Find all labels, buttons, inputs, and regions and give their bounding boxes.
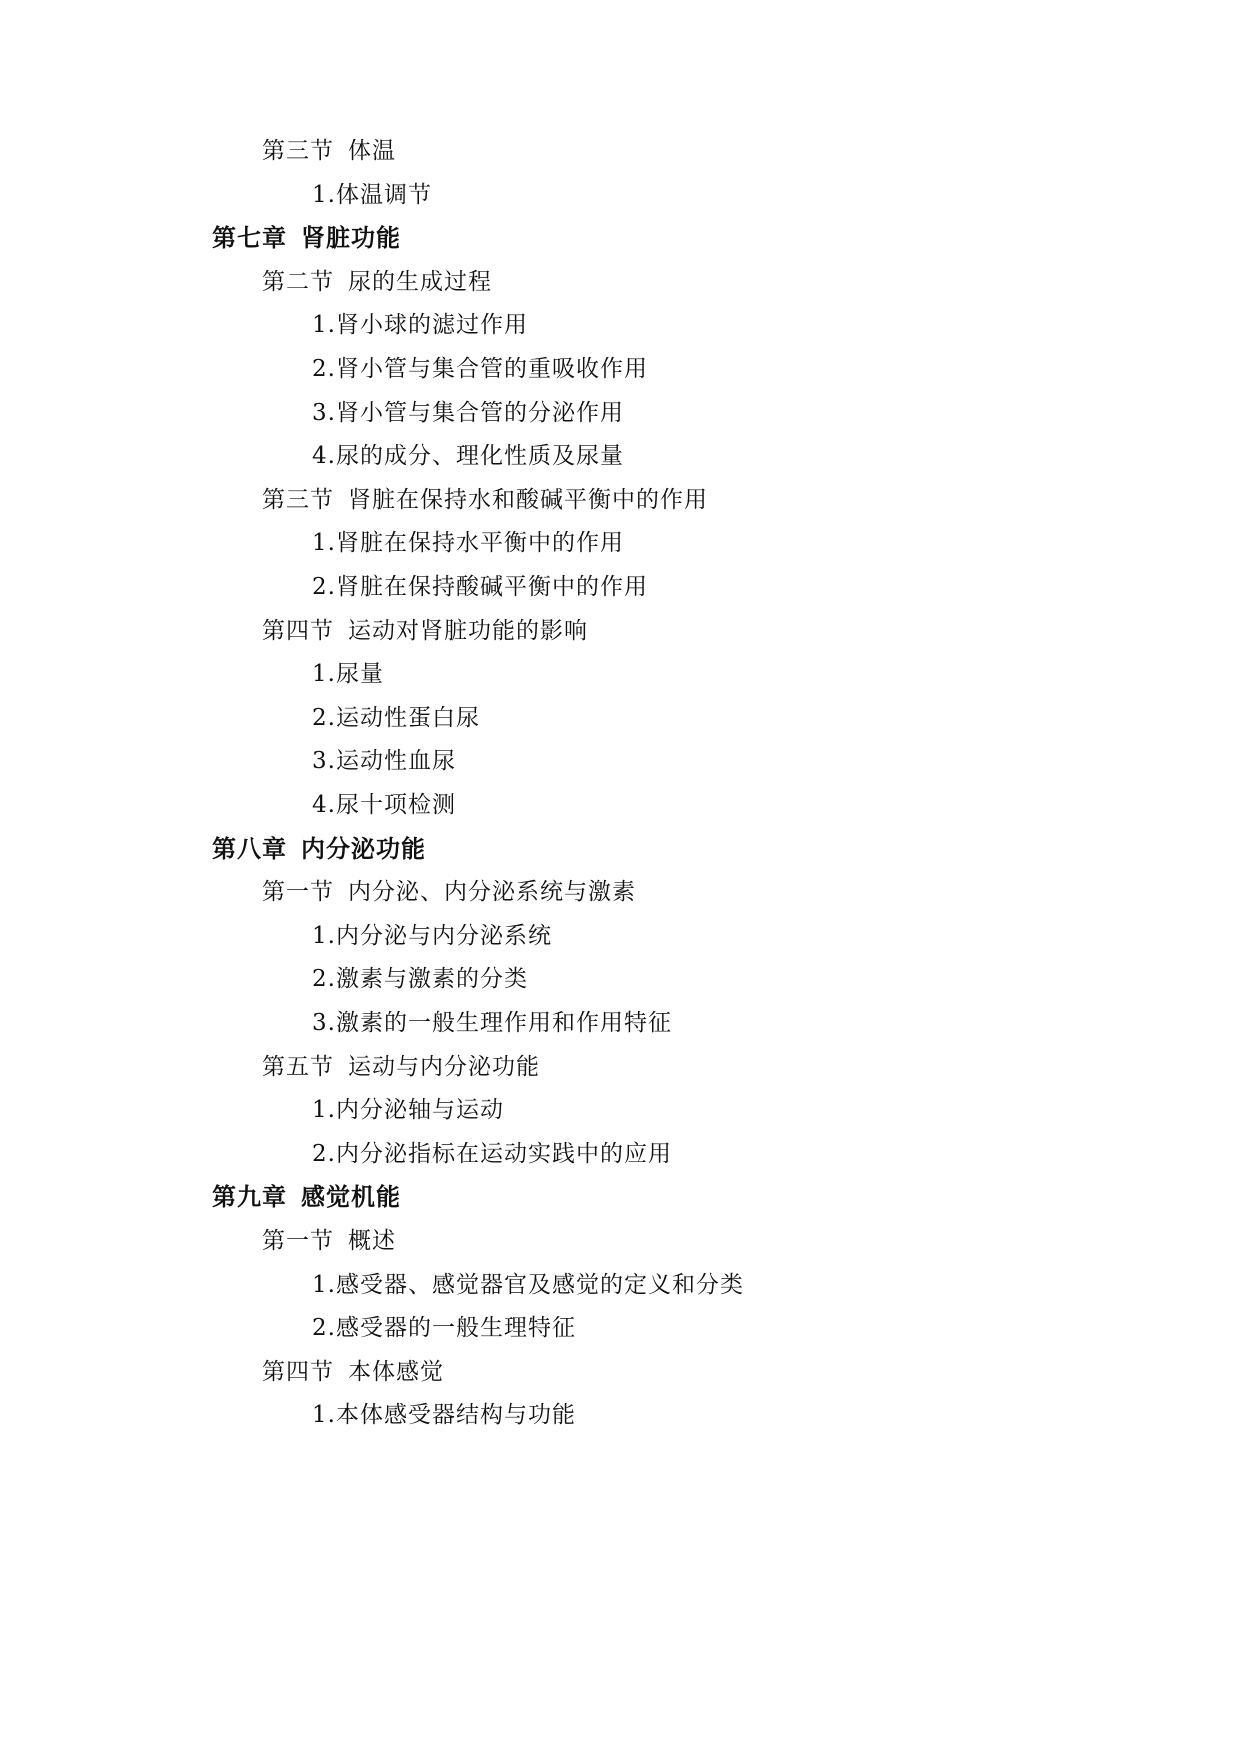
outline-item: 1.体温调节: [312, 181, 432, 208]
section-label: 第四节: [262, 1358, 334, 1385]
section-heading: [262, 267, 492, 297]
chapter-title: 内分泌功能: [301, 833, 426, 863]
chapter-label: 第七章: [212, 223, 287, 253]
chapter-label: 第八章: [212, 833, 287, 863]
section-heading: [262, 877, 636, 907]
section-heading: [262, 1052, 540, 1082]
section-label: 第四节: [262, 617, 334, 644]
outline-item: 1.内分泌与内分泌系统: [312, 922, 552, 949]
section-label: 第五节: [262, 1053, 334, 1080]
outline-item: 2.肾小管与集合管的重吸收作用: [312, 356, 648, 382]
section-label: 第三节: [262, 486, 334, 513]
outline-item: 1.尿量: [312, 661, 384, 688]
outline-item: 3.激素的一般生理作用和作用特征: [312, 1010, 672, 1036]
outline-item: 1.肾小球的滤过作用: [312, 312, 528, 339]
outline-item: 4.尿的成分、理化性质及尿量: [312, 443, 624, 470]
section-label: 第一节: [262, 879, 334, 906]
section-label: 第二节: [262, 268, 334, 295]
section-title: 本体感觉: [348, 1358, 444, 1385]
section-heading: [262, 616, 588, 646]
section-heading: [262, 1357, 444, 1387]
outline-item: 2.激素与激素的分类: [312, 966, 528, 993]
chapter-heading: [212, 1182, 401, 1212]
section-heading: [262, 136, 396, 166]
chapter-title: 肾脏功能: [301, 223, 401, 253]
chapter-heading: [212, 834, 426, 864]
section-title: 概述: [348, 1228, 396, 1254]
section-title: 内分泌、内分泌系统与激素: [348, 879, 636, 906]
section-heading: [262, 485, 708, 515]
outline-item: 1.内分泌轴与运动: [312, 1097, 504, 1124]
section-label: 第一节: [262, 1228, 334, 1254]
outline-item: 2.运动性蛋白尿: [312, 704, 480, 731]
outline-item: 1.感受器、感觉器官及感觉的定义和分类: [312, 1271, 744, 1298]
outline-item: 1.本体感受器结构与功能: [312, 1402, 576, 1429]
section-title: 肾脏在保持水和酸碱平衡中的作用: [348, 486, 708, 513]
section-heading: [262, 1226, 396, 1256]
outline-item: 3.运动性血尿: [312, 748, 456, 775]
chapter-title: 感觉机能: [301, 1182, 401, 1212]
section-title: 体温: [348, 138, 396, 164]
section-label: 第三节: [262, 138, 334, 164]
outline-item: 1.肾脏在保持水平衡中的作用: [312, 530, 624, 557]
section-title: 运动与内分泌功能: [348, 1053, 540, 1080]
outline-item: 2.肾脏在保持酸碱平衡中的作用: [312, 574, 648, 600]
section-title: 尿的生成过程: [348, 268, 492, 295]
chapter-heading: [212, 223, 401, 253]
outline-item: 4.尿十项检测: [312, 792, 456, 818]
section-title: 运动对肾脏功能的影响: [348, 617, 588, 644]
outline-item: 3.肾小管与集合管的分泌作用: [312, 399, 624, 426]
outline-item: 2.感受器的一般生理特征: [312, 1315, 576, 1342]
outline-item: 2.内分泌指标在运动实践中的应用: [312, 1140, 672, 1167]
chapter-label: 第九章: [212, 1182, 287, 1212]
